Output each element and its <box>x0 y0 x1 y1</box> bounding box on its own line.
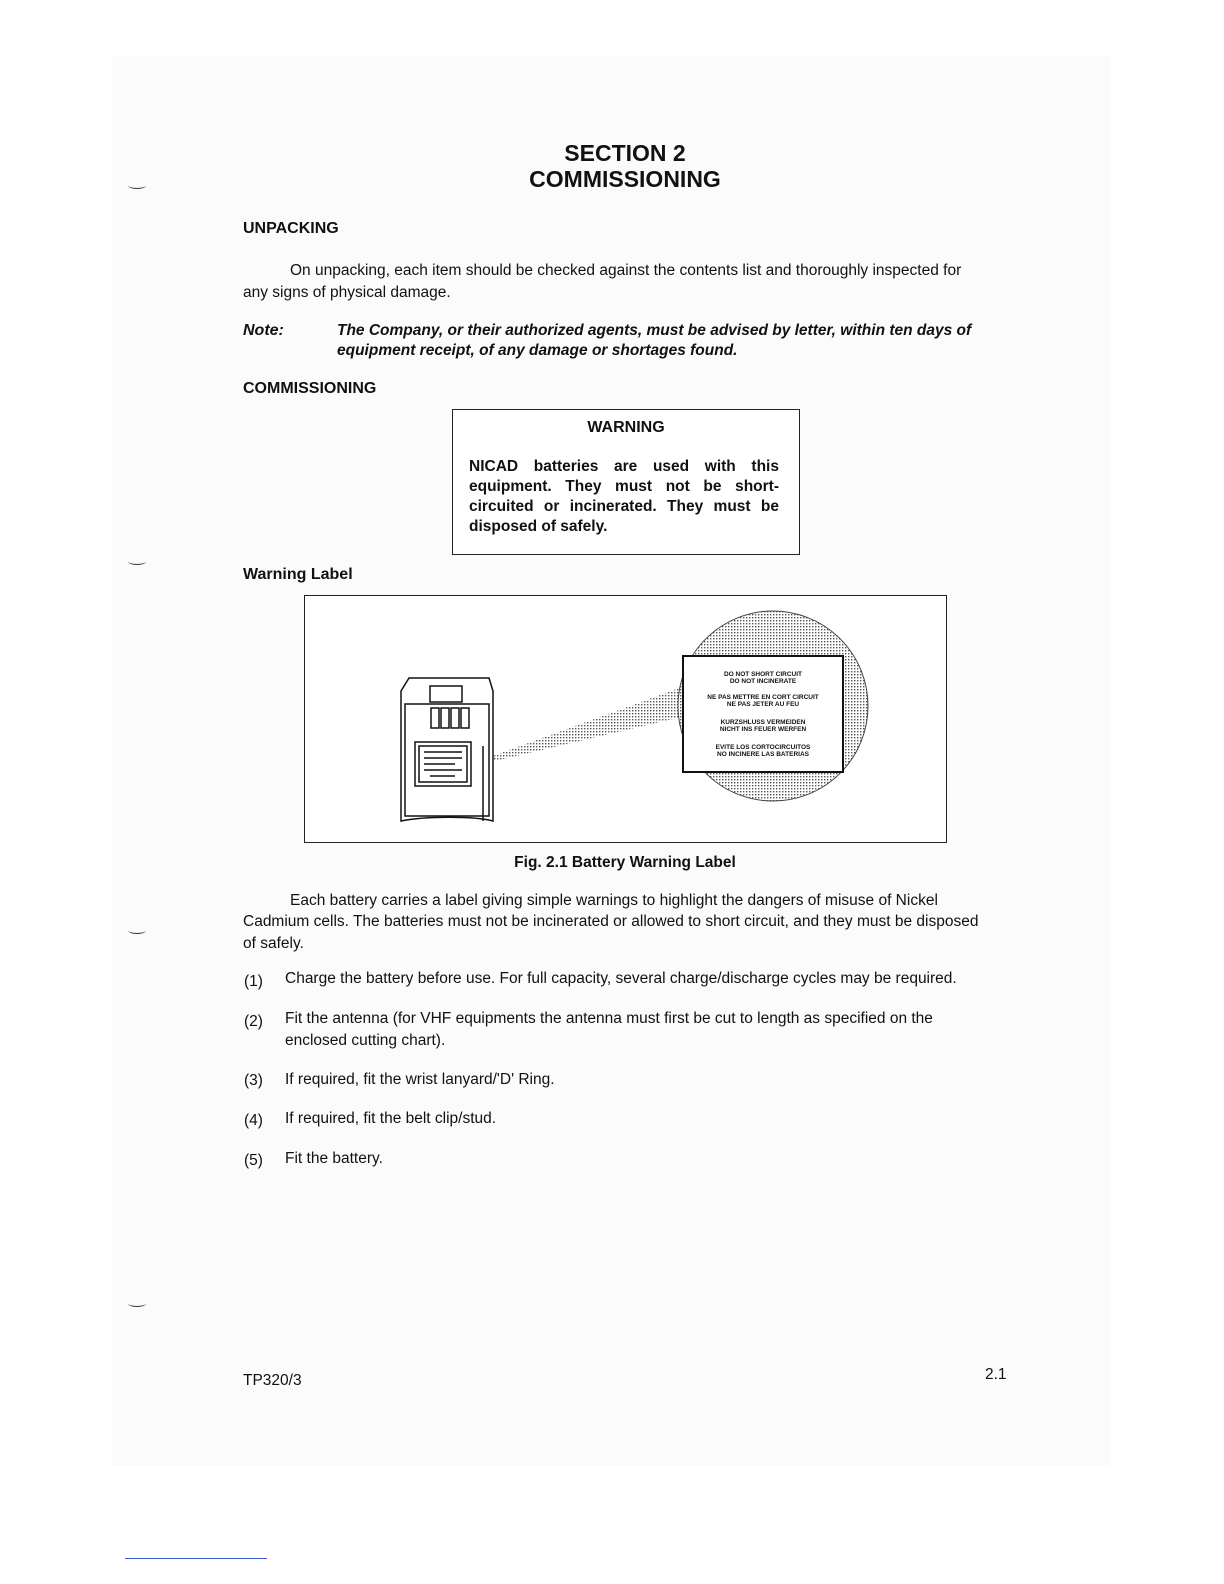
label-line: NE PAS JETER AU FEU <box>726 701 800 708</box>
battery-paragraph-line3: of safely. <box>243 935 304 952</box>
warning-title: WARNING <box>587 419 665 436</box>
magnifier-beam <box>465 686 685 768</box>
step-number: (5) <box>244 1152 263 1169</box>
step-text: Charge the battery before use. For full capacity, several charge/discharge cycles may be required. <box>285 970 957 987</box>
note-line2: equipment receipt, of any damage or shortages found. <box>337 342 738 359</box>
label-line: NICHT INS FEUER WERFEN <box>719 726 807 733</box>
note-line1: The Company, or their authorized agents, must be advised by letter, within ten days of <box>337 322 972 339</box>
scan-mark <box>128 927 146 934</box>
scan-mark <box>128 558 146 565</box>
label-line: DO NOT SHORT CIRCUIT <box>724 671 802 678</box>
warning-label-heading: Warning Label <box>243 566 353 583</box>
scan-mark <box>128 1300 146 1307</box>
page-number: 2.1 <box>985 1366 1007 1383</box>
step-number: (3) <box>244 1072 263 1089</box>
battery-paragraph-line2: Cadmium cells. The batteries must not be incinerated or allowed to short circuit, and they must be disposed <box>243 913 979 930</box>
warning-box <box>452 409 800 555</box>
figure-caption: Fig. 2.1 Battery Warning Label <box>514 854 736 871</box>
step-text: If required, fit the wrist lanyard/'D' Ring. <box>285 1071 555 1088</box>
warning-text: NICAD batteries are used with this equipment. They must not be short-circuited or incinerated. They must be disposed of safely. <box>469 458 779 535</box>
note-label: Note: <box>243 322 284 339</box>
figure-frame <box>304 595 947 843</box>
step-text: Fit the antenna (for VHF equipments the antenna must first be cut to length as specified on the <box>285 1010 933 1027</box>
unpacking-paragraph-line1: On unpacking, each item should be checked against the contents list and thoroughly inspected for <box>290 262 962 279</box>
label-line: DO NOT INCINERATE <box>729 678 797 685</box>
section-title: SECTION 2 <box>564 140 686 166</box>
link-underline <box>125 1558 267 1559</box>
unpacking-heading: UNPACKING <box>243 220 339 237</box>
step-number: (2) <box>244 1013 263 1030</box>
battery-warning-illustration <box>305 596 946 842</box>
document-reference: TP320/3 <box>243 1372 302 1389</box>
label-line: KURZSHLUSS VERMEIDEN <box>720 719 806 726</box>
step-number: (1) <box>244 973 263 990</box>
battery-paragraph-line1: Each battery carries a label giving simple warnings to highlight the dangers of misuse of Nickel <box>290 892 938 909</box>
section-subtitle: COMMISSIONING <box>529 166 721 192</box>
unpacking-paragraph-line2: any signs of physical damage. <box>243 284 451 301</box>
step-text: Fit the battery. <box>285 1150 383 1167</box>
label-line: NE PAS METTRE EN CORT CIRCUIT <box>707 694 819 701</box>
step-text-continued: enclosed cutting chart). <box>285 1032 446 1049</box>
step-text: If required, fit the belt clip/stud. <box>285 1110 497 1127</box>
step-number: (4) <box>244 1112 263 1129</box>
label-line: EVITE LOS CORTOCIRCUITOS <box>715 744 811 751</box>
label-line: NO INCINERE LAS BATERIAS <box>717 751 809 758</box>
commissioning-heading: COMMISSIONING <box>243 380 377 397</box>
radio-battery-drawing <box>401 678 493 821</box>
